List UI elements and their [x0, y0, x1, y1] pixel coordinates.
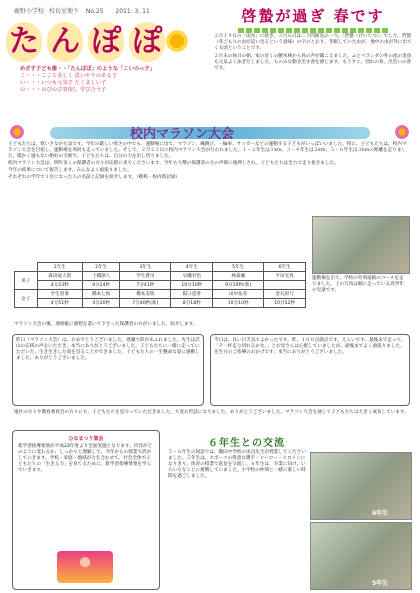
hina-text: 新学習指導要領が平成23年度より全面実施となります。内容がどのように変わるか、しっかりと理解して、今年からの授業で活かしていきます。学校・家庭・地域が力を合わせて、社会全体で子どもたちの「生きる力」を育てるために、新学習指導要領を学んでいきます。 [18, 444, 153, 474]
winner-name: 学生留菜 [37, 290, 82, 299]
winner-name: 早瀬有悟 [171, 272, 213, 281]
logo-char-2: ん [47, 22, 83, 62]
marathon-caption: 運動場を出て、学校の外周道路のコースを走りました。上の写真は順に走っている高学年の児童です。 [312, 276, 404, 294]
logo-char-3: ぽ [88, 22, 124, 62]
tagline-line-2: こ・・・こころ美しく 思いやりのある子 [20, 73, 118, 79]
flower-icon [10, 125, 24, 139]
row-label-girls: 女子 [15, 290, 38, 308]
parent-letter-1 [12, 334, 204, 406]
exchange-title: ６年生との交流 [208, 438, 285, 449]
logo-char-1: た [6, 22, 42, 62]
marathon-paragraph-1: 子どもたちは、寒いさなか元気です。今年の厳しい寒さの中でも、運動場に出て、マラソン、縄跳び、一輪車、サッカーなどの運動する子どもがいっぱいいました。特に、子どもたちは、校内マラソン大会を目指し、運動場を周回も走っていました。そして、２月２３日に校内マラソン大会が行われました。１・２年生は１km、３・４年生は２km、５・６年生は３kmの距離を走りました。暖かく風もない絶好の天候で、子どもたちは、自分の力を出し切りました。 [8, 142, 407, 160]
spring-article [214, 34, 414, 73]
tagline-line-4: の・・・のびのび表現し 学び合う子 [20, 87, 107, 93]
winner-time [264, 281, 306, 290]
marathon-after: マラソン大会の後、連絡帳に感想を書いて下さった保護者の方がいました。紹介します。 [14, 322, 198, 327]
grade6-label: 6年生 [372, 510, 389, 517]
tagline-line-1: めざす子ども像・・「たんぽぽ」のような「こいのっ子」 [20, 66, 156, 72]
parent-letter-2 [210, 334, 410, 406]
winner-name: 土橋凛人 [82, 272, 119, 281]
winner-time: 10分10秒 [213, 299, 264, 308]
marathon-photo-1 [312, 216, 410, 274]
table-row [15, 299, 306, 308]
thanks-text: 地区の方々や教育委員会の方々にも、子どもたちを見守っていただきました。大変お世話になりました。ありがとうございました。マラソン大会を通して子どもたちは大きく成長しています。 [14, 410, 409, 415]
marathon-paragraph-4: それぞれの学年で１位になった人の名前と記録を紹介します。（敬称・校内新記録） [8, 175, 180, 181]
marathon-article [8, 142, 408, 182]
winner-time: 7分40秒(新) [120, 299, 171, 308]
spring-paragraph-1: ２月１９日の「雨水」に続き、３月６日は二十四節気の一つ、「啓蟄（けいちつ）」でした。啓蟄（冬ごもりの虫が這い出るという意味）の字のとおり、冬眠していた虫が、地中の虫が外に出てくる頃ということです。 [214, 34, 412, 52]
winner-time: 10分52秒 [264, 299, 306, 308]
marathon-paragraph-3: 今年の結果について報告します。みんなよく頑張りました。 [8, 168, 132, 174]
winner-time: 4分23秒 [37, 281, 82, 290]
winner-name: 橋本七海 [82, 290, 119, 299]
winner-name: 橋本美咲 [120, 290, 171, 299]
parent-letter-1-text: 昨日（マラソン大会）は、おめでとうございました。感謝で涙があふれました。先生は沢山の応援の声をいただき、本当にありがとうございました。子どもたちに一緒に走っていただいた、生き生きした姿を見ることができました。子どもたちの一生懸命な姿に感動しました。ありがとうございました。 [16, 338, 200, 362]
results-table [14, 262, 306, 308]
hina-title: ひなまつり集会 [68, 436, 104, 442]
tagline [20, 66, 205, 94]
hina-box [12, 430, 160, 590]
spring-title-box [212, 3, 414, 35]
issue-number: No.25 [85, 8, 104, 15]
grade-header: 5年生 [213, 263, 264, 272]
winner-name: 平田光真 [264, 272, 306, 281]
parent-letter-2-text: 今日は、良い日天気でよかったです。昨、１００点満点です。えらいです。最後まで走って、「テ一杯走り切れるかな。」とお母さんは心配していましたが、最後までよく頑張りました。先生方のご指導のおかげです。本当にありがとうございました。 [214, 338, 406, 356]
issue-date: 2011. 3. 11 [115, 8, 150, 15]
spring-paragraph-2: ２月末の休日の朝、家の近くの鯉木林から鳥の声が聞こえました。ふとベランダの外の池の金魚も元気よく泳ぎだしました。ものみな動き出す春を感じます。もうすぐ、別れの春、出会いの春です。 [214, 54, 412, 72]
grade5-label: 5年生 [372, 580, 389, 587]
table-row [15, 272, 306, 281]
winner-time: 9分24秒 [82, 281, 119, 290]
table-row [15, 281, 306, 290]
dept-name: 校長室便り [48, 8, 79, 15]
exchange-header [168, 434, 410, 449]
grade-header: 4年生 [171, 263, 213, 272]
winner-time: 8分18秒 [171, 299, 213, 308]
winner-time: 7分41秒 [120, 281, 171, 290]
grade5-photo [310, 522, 412, 590]
dandelion-icon [166, 30, 188, 52]
flower-icon [395, 125, 409, 139]
marathon-paragraph-2: 校内マラソン大会は、例年多くの保護者の方々が応援に来てくださいます。今年も大勢の保護者の方の声援に後押しされ、子どもたちは全力で走り抜きました。 [8, 161, 339, 167]
newsletter-logo [6, 22, 196, 66]
tagline-line-3: い・・・いつも元気で たくましい子 [20, 80, 107, 86]
title-underline [238, 28, 388, 33]
grade-header: 1年生 [37, 263, 82, 272]
exchange-text: ５・６年生の国語では、隅田中学校の由良先生が授業してくださいました。５年生は、スポーツの得意な選手・ヒーロー・ヒロインになりきり、体育の授業で意見を交流し、６年生は、卒業に向け、いろいろなことに挑戦していました。小学校の仲間と一緒に楽しい時間を過ごしました。 [168, 450, 306, 480]
winner-name: 金丸彩乃 [264, 290, 306, 299]
table-row [15, 263, 306, 272]
newsletter-header [14, 6, 150, 15]
grade-header: 6年生 [264, 263, 306, 272]
spring-title: 啓蟄が過ぎ 春です [241, 7, 385, 25]
marathon-title: 校内マラソン大会 [130, 127, 235, 142]
winner-name: 林森颯 [213, 272, 264, 281]
winner-name: 学生蒼司 [120, 272, 171, 281]
school-name: 鹿野小学校 [14, 8, 45, 15]
hina-doll-illustration [57, 551, 113, 583]
winner-name: 阪口遥香 [171, 290, 213, 299]
grade-header: 2年生 [82, 263, 119, 272]
table-row [15, 290, 306, 299]
winner-time: 10分10秒 [171, 281, 213, 290]
winner-name: 田中佑奈 [213, 290, 264, 299]
winner-time: 4分20秒 [82, 299, 119, 308]
grade6-photo [310, 452, 412, 520]
winner-time: 9分19秒(新) [213, 281, 264, 290]
winner-time: 4分51秒 [37, 299, 82, 308]
winner-name: 森田竜大郎 [37, 272, 82, 281]
table-corner [15, 263, 38, 272]
grade-header: 3年生 [120, 263, 171, 272]
row-label-boys: 男子 [15, 272, 38, 290]
marathon-banner [10, 125, 410, 141]
logo-char-4: ぽ [129, 22, 165, 62]
